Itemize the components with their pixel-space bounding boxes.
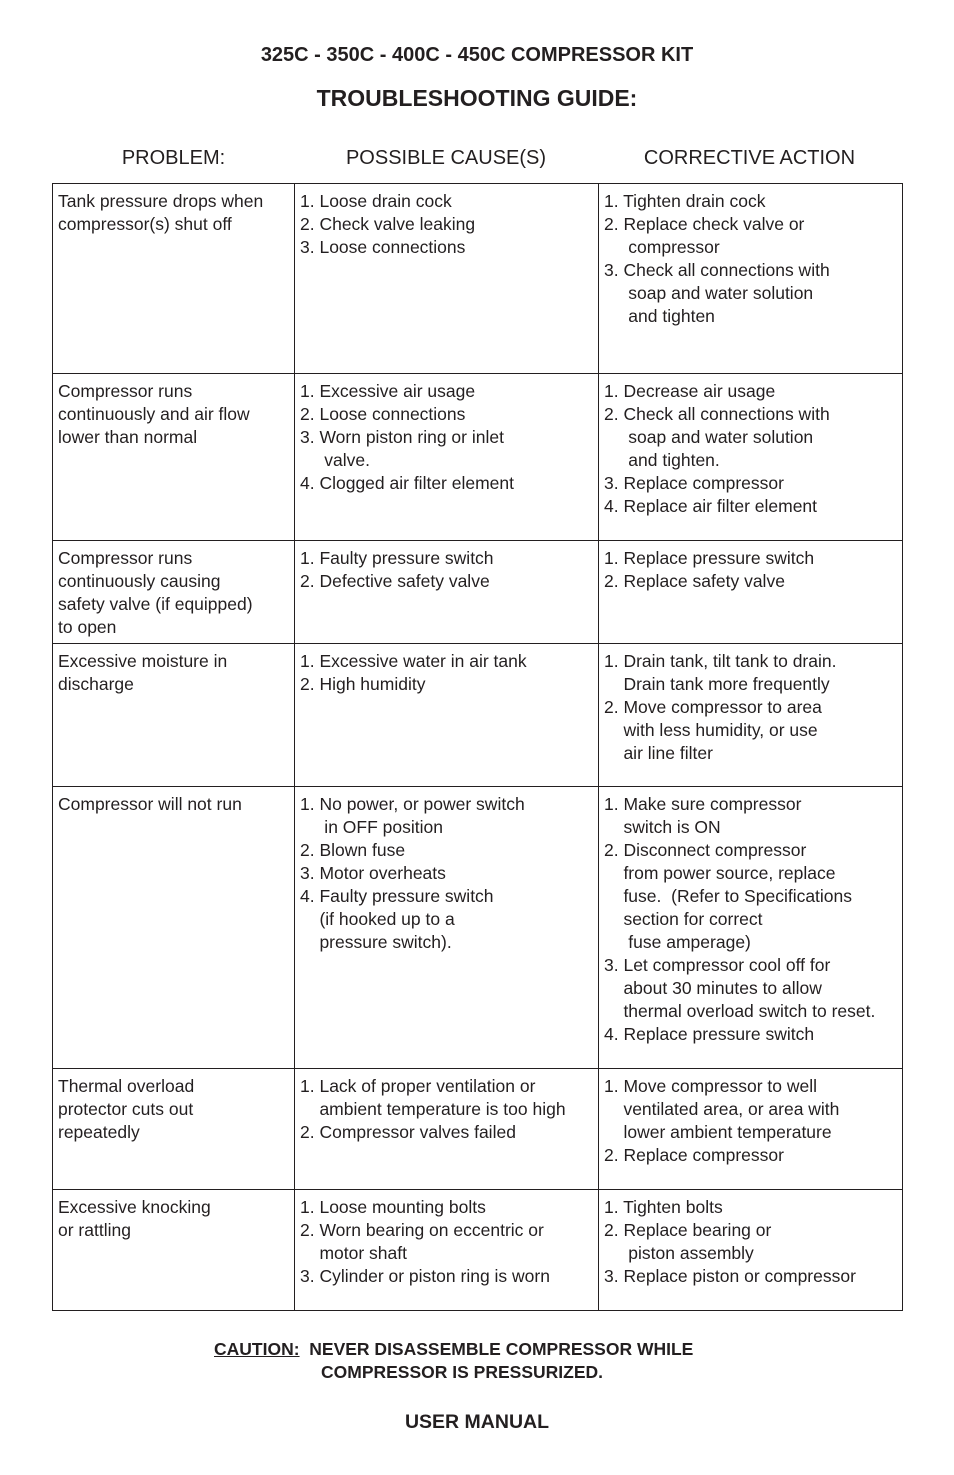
- action-line: section for correct: [604, 909, 763, 929]
- document-subtitle: TROUBLESHOOTING GUIDE:: [316, 85, 638, 111]
- problem-cell: [53, 1069, 295, 1190]
- cause-line: 2. Blown fuse: [300, 840, 406, 860]
- problem-cell: [53, 787, 295, 1069]
- cause-line: ambient temperature is too high: [300, 1099, 566, 1119]
- table-row: [53, 374, 903, 541]
- action-cell: [599, 184, 903, 374]
- action-line: 4. Replace pressure switch: [604, 1024, 815, 1044]
- action-cell: [599, 541, 903, 644]
- action-line: 4. Replace air filter element: [604, 496, 818, 516]
- table-row: [53, 787, 903, 1069]
- action-cell: [599, 374, 903, 541]
- cause-line: in OFF position: [300, 817, 443, 837]
- column-header-problem: PROBLEM:: [121, 147, 226, 169]
- action-line: 1. Move compressor to well: [604, 1076, 817, 1096]
- action-cell: [599, 787, 903, 1069]
- action-line: air line filter: [604, 743, 713, 763]
- table-row: [53, 1069, 903, 1190]
- problem-line: Excessive moisture in: [58, 651, 228, 671]
- cause-line: 4. Clogged air filter element: [300, 473, 514, 493]
- caution-text-1: NEVER DISASSEMBLE COMPRESSOR WHILE: [299, 1339, 694, 1359]
- cause-line: 2. High humidity: [300, 674, 426, 694]
- action-line: ventilated area, or area with: [604, 1099, 840, 1119]
- problem-line: Excessive knocking: [58, 1197, 211, 1217]
- problem-line: or rattling: [58, 1220, 131, 1240]
- action-line: 2. Check all connections with: [604, 404, 830, 424]
- action-line: 1. Decrease air usage: [604, 381, 776, 401]
- cause-cell: [295, 184, 599, 374]
- action-line: soap and water solution: [604, 427, 814, 447]
- problem-line: to open: [58, 617, 117, 637]
- problem-line: continuously causing: [58, 571, 221, 591]
- problem-line: Thermal overload: [58, 1076, 195, 1096]
- column-header-cause: POSSIBLE CAUSE(S): [345, 147, 547, 169]
- action-line: switch is ON: [604, 817, 721, 837]
- cause-line: 1. Loose mounting bolts: [300, 1197, 486, 1217]
- cause-cell: [295, 644, 599, 787]
- caution-line-1: [214, 1338, 693, 1361]
- action-line: 2. Disconnect compressor: [604, 840, 807, 860]
- caution-label: CAUTION:: [214, 1339, 300, 1359]
- table-row: [53, 644, 903, 787]
- problem-line: continuously and air flow: [58, 404, 250, 424]
- cause-line: 4. Faulty pressure switch: [300, 886, 494, 906]
- problem-line: Compressor will not run: [58, 794, 242, 814]
- problem-line: Tank pressure drops when: [58, 191, 264, 211]
- problem-cell: [53, 1190, 295, 1311]
- cause-line: 2. Compressor valves failed: [300, 1122, 516, 1142]
- action-line: 1. Tighten bolts: [604, 1197, 723, 1217]
- cause-line: 1. Excessive water in air tank: [300, 651, 527, 671]
- action-line: and tighten.: [604, 450, 720, 470]
- problem-line: safety valve (if equipped): [58, 594, 253, 614]
- table-row: [53, 541, 903, 644]
- cause-line: 2. Loose connections: [300, 404, 466, 424]
- action-line: thermal overload switch to reset.: [604, 1001, 876, 1021]
- problem-line: discharge: [58, 674, 134, 694]
- action-line: from power source, replace: [604, 863, 836, 883]
- action-cell: [599, 1069, 903, 1190]
- action-line: 2. Replace bearing or: [604, 1220, 772, 1240]
- action-cell: [599, 1190, 903, 1311]
- cause-line: 2. Worn bearing on eccentric or: [300, 1220, 544, 1240]
- action-line: fuse amperage): [604, 932, 751, 952]
- action-line: fuse. (Refer to Specifications: [604, 886, 853, 906]
- problem-cell: [53, 541, 295, 644]
- action-cell: [599, 644, 903, 787]
- action-line: 1. Tighten drain cock: [604, 191, 766, 211]
- cause-cell: [295, 374, 599, 541]
- footer-label: USER MANUAL: [404, 1411, 550, 1433]
- problem-line: Compressor runs: [58, 381, 193, 401]
- action-line: 2. Replace safety valve: [604, 571, 785, 591]
- action-line: piston assembly: [604, 1243, 754, 1263]
- troubleshooting-table: [52, 183, 903, 1311]
- action-line: 2. Move compressor to area: [604, 697, 822, 717]
- action-line: compressor: [604, 237, 720, 257]
- problem-line: lower than normal: [58, 427, 198, 447]
- action-line: 1. Drain tank, tilt tank to drain.: [604, 651, 837, 671]
- column-header-action: CORRECTIVE ACTION: [643, 147, 856, 169]
- table-row: [53, 184, 903, 374]
- action-line: with less humidity, or use: [604, 720, 818, 740]
- cause-line: 3. Worn piston ring or inlet: [300, 427, 504, 447]
- cause-line: motor shaft: [300, 1243, 407, 1263]
- problem-cell: [53, 374, 295, 541]
- action-line: 1. Replace pressure switch: [604, 548, 815, 568]
- troubleshooting-table-body: [53, 184, 903, 1311]
- problem-cell: [53, 184, 295, 374]
- action-line: 3. Let compressor cool off for: [604, 955, 831, 975]
- cause-line: pressure switch).: [300, 932, 452, 952]
- problem-line: Compressor runs: [58, 548, 193, 568]
- cause-line: valve.: [300, 450, 371, 470]
- cause-line: 1. Excessive air usage: [300, 381, 476, 401]
- cause-line: 3. Loose connections: [300, 237, 466, 257]
- cause-line: 1. Loose drain cock: [300, 191, 452, 211]
- action-line: 2. Replace compressor: [604, 1145, 784, 1165]
- caution-line-2: COMPRESSOR IS PRESSURIZED.: [321, 1362, 603, 1382]
- action-line: 2. Replace check valve or: [604, 214, 805, 234]
- problem-line: protector cuts out: [58, 1099, 194, 1119]
- cause-cell: [295, 787, 599, 1069]
- cause-line: 1. Lack of proper ventilation or: [300, 1076, 536, 1096]
- action-line: about 30 minutes to allow: [604, 978, 822, 998]
- table-row: [53, 1190, 903, 1311]
- document-title: 325C - 350C - 400C - 450C COMPRESSOR KIT: [260, 44, 694, 66]
- cause-line: 3. Motor overheats: [300, 863, 446, 883]
- action-line: 3. Replace piston or compressor: [604, 1266, 856, 1286]
- cause-line: 2. Check valve leaking: [300, 214, 476, 234]
- problem-cell: [53, 644, 295, 787]
- cause-cell: [295, 1069, 599, 1190]
- cause-line: 1. No power, or power switch: [300, 794, 525, 814]
- cause-line: 1. Faulty pressure switch: [300, 548, 494, 568]
- cause-cell: [295, 541, 599, 644]
- cause-line: (if hooked up to a: [300, 909, 455, 929]
- problem-line: compressor(s) shut off: [58, 214, 232, 234]
- action-line: Drain tank more frequently: [604, 674, 830, 694]
- action-line: lower ambient temperature: [604, 1122, 832, 1142]
- action-line: 1. Make sure compressor: [604, 794, 802, 814]
- action-line: soap and water solution: [604, 283, 814, 303]
- cause-line: 2. Defective safety valve: [300, 571, 490, 591]
- cause-cell: [295, 1190, 599, 1311]
- action-line: 3. Check all connections with: [604, 260, 830, 280]
- action-line: and tighten: [604, 306, 715, 326]
- action-line: 3. Replace compressor: [604, 473, 784, 493]
- cause-line: 3. Cylinder or piston ring is worn: [300, 1266, 550, 1286]
- problem-line: repeatedly: [58, 1122, 140, 1142]
